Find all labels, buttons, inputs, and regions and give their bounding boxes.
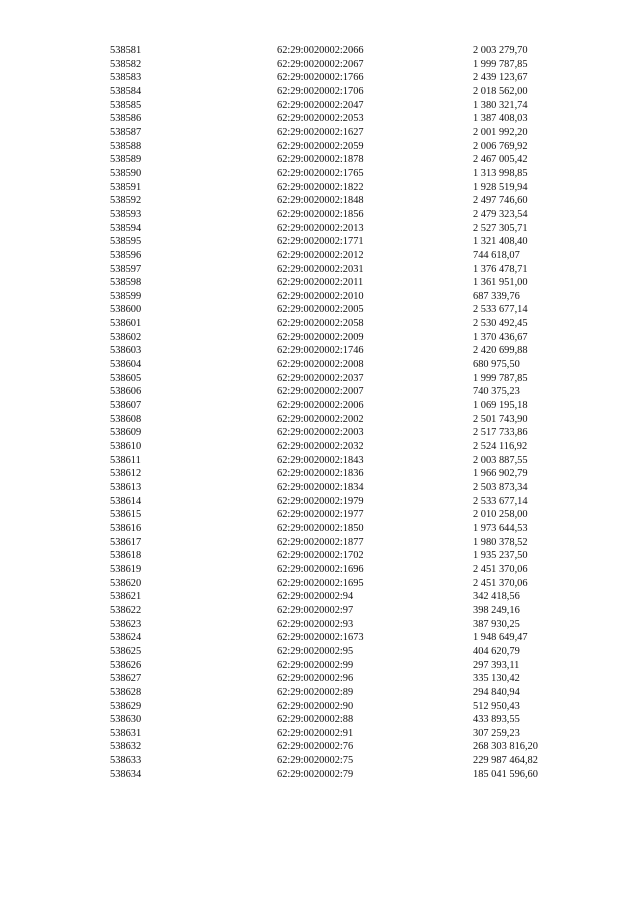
cadastral-number: 62:29:0020002:2008 — [277, 359, 364, 371]
cadastral-number: 62:29:0020002:2009 — [277, 331, 364, 343]
cadastral-value: 1 313 998,85 — [473, 167, 528, 179]
cadastral-value: 2 467 005,42 — [473, 154, 528, 166]
cadastral-number: 62:29:0020002:1696 — [277, 563, 364, 575]
record-number: 538605 — [110, 372, 142, 384]
record-number: 538604 — [110, 359, 142, 371]
table-row — [0, 754, 640, 768]
cadastral-number: 62:29:0020002:75 — [277, 755, 354, 767]
table-row — [0, 659, 640, 673]
record-number: 538612 — [110, 468, 142, 480]
cadastral-number: 62:29:0020002:95 — [277, 645, 354, 657]
record-number: 538582 — [110, 58, 142, 70]
cadastral-number: 62:29:0020002:2013 — [277, 222, 364, 234]
cadastral-value: 2 479 323,54 — [473, 208, 528, 220]
cadastral-number: 62:29:0020002:2066 — [277, 45, 364, 56]
record-number: 538598 — [110, 277, 142, 289]
record-number: 538597 — [110, 263, 142, 275]
record-number: 538617 — [110, 536, 142, 548]
cadastral-value: 185 041 596,60 — [473, 768, 538, 780]
cadastral-value: 268 303 816,20 — [473, 741, 538, 753]
cadastral-number: 62:29:0020002:94 — [277, 591, 354, 603]
record-number: 538587 — [110, 126, 142, 138]
cadastral-value: 1 999 787,85 — [473, 58, 528, 70]
table-row — [0, 290, 640, 304]
cadastral-number: 62:29:0020002:1746 — [277, 345, 364, 357]
cadastral-number: 62:29:0020002:2032 — [277, 441, 364, 453]
record-number: 538631 — [110, 727, 142, 739]
record-number: 538595 — [110, 236, 142, 248]
table-row — [0, 276, 640, 290]
cadastral-number: 62:29:0020002:1822 — [277, 181, 364, 193]
table-row — [0, 495, 640, 509]
table-row — [0, 604, 640, 618]
table-row — [0, 740, 640, 754]
record-number: 538591 — [110, 181, 142, 193]
cadastral-number: 62:29:0020002:2059 — [277, 140, 364, 152]
table-row — [0, 71, 640, 85]
table-row — [0, 181, 640, 195]
table-row — [0, 303, 640, 317]
cadastral-value: 687 339,76 — [473, 290, 520, 302]
cadastral-value: 1 321 408,40 — [473, 236, 528, 248]
cadastral-value: 680 975,50 — [473, 359, 520, 371]
table-row — [0, 727, 640, 741]
table-row — [0, 85, 640, 99]
record-number: 538634 — [110, 768, 142, 780]
table-row — [0, 536, 640, 550]
cadastral-number: 62:29:0020002:2037 — [277, 372, 364, 384]
table-row — [0, 58, 640, 72]
record-number: 538620 — [110, 577, 142, 589]
record-number: 538610 — [110, 441, 142, 453]
cadastral-value: 335 130,42 — [473, 673, 520, 685]
record-number: 538618 — [110, 550, 142, 562]
cadastral-number: 62:29:0020002:93 — [277, 618, 354, 630]
cadastral-value: 2 003 887,55 — [473, 454, 528, 466]
record-number: 538609 — [110, 427, 142, 439]
record-number: 538589 — [110, 154, 142, 166]
cadastral-number: 62:29:0020002:2002 — [277, 413, 364, 425]
cadastral-number: 62:29:0020002:1979 — [277, 495, 364, 507]
table-row — [0, 222, 640, 236]
table-row — [0, 372, 640, 386]
record-number: 538630 — [110, 714, 142, 726]
cadastral-value: 1 999 787,85 — [473, 372, 528, 384]
record-number: 538632 — [110, 741, 142, 753]
record-number: 538625 — [110, 645, 142, 657]
table-row — [0, 768, 640, 782]
record-number: 538606 — [110, 386, 142, 398]
record-number: 538621 — [110, 591, 142, 603]
table-row — [0, 167, 640, 181]
cadastral-number: 62:29:0020002:2031 — [277, 263, 364, 275]
cadastral-value: 2 001 992,20 — [473, 126, 528, 138]
table-row — [0, 440, 640, 454]
cadastral-number: 62:29:0020002:90 — [277, 700, 354, 712]
record-number: 538608 — [110, 413, 142, 425]
cadastral-number: 62:29:0020002:1706 — [277, 85, 364, 97]
table-row — [0, 399, 640, 413]
cadastral-value: 387 930,25 — [473, 618, 520, 630]
table-row — [0, 44, 640, 58]
table-row — [0, 686, 640, 700]
table-row — [0, 467, 640, 481]
cadastral-number: 62:29:0020002:1848 — [277, 195, 364, 207]
cadastral-number: 62:29:0020002:1702 — [277, 550, 364, 562]
table-row — [0, 317, 640, 331]
record-number: 538600 — [110, 304, 142, 316]
cadastral-number: 62:29:0020002:2011 — [277, 277, 364, 289]
cadastral-value: 740 375,23 — [473, 386, 520, 398]
record-number: 538593 — [110, 208, 142, 220]
cadastral-value: 2 527 305,71 — [473, 222, 528, 234]
cadastral-value: 297 393,11 — [473, 659, 520, 671]
table-row — [0, 549, 640, 563]
cadastral-number: 62:29:0020002:1627 — [277, 126, 364, 138]
table-row — [0, 618, 640, 632]
table-row — [0, 522, 640, 536]
cadastral-number: 62:29:0020002:2053 — [277, 113, 364, 125]
cadastral-number: 62:29:0020002:99 — [277, 659, 354, 671]
record-number: 538603 — [110, 345, 142, 357]
record-number: 538607 — [110, 400, 142, 412]
cadastral-value: 1 376 478,71 — [473, 263, 528, 275]
cadastral-number: 62:29:0020002:1765 — [277, 167, 364, 179]
table-row — [0, 153, 640, 167]
table-row — [0, 577, 640, 591]
record-number: 538611 — [110, 454, 141, 466]
cadastral-value: 2 451 370,06 — [473, 563, 528, 575]
record-number: 538613 — [110, 482, 142, 493]
cadastral-number: 62:29:0020002:1771 — [277, 236, 364, 248]
cadastral-value: 2 006 769,92 — [473, 140, 528, 152]
cadastral-number: 62:29:0020002:2003 — [277, 427, 364, 439]
cadastral-value: 512 950,43 — [473, 700, 520, 712]
cadastral-number: 62:29:0020002:89 — [277, 686, 354, 698]
table-row — [0, 358, 640, 372]
cadastral-value: 1 370 436,67 — [473, 331, 528, 343]
table-row — [0, 700, 640, 714]
record-number: 538628 — [110, 686, 142, 698]
record-number: 538584 — [110, 85, 142, 97]
record-number: 538592 — [110, 195, 142, 207]
cadastral-number: 62:29:0020002:1856 — [277, 208, 364, 220]
record-number: 538614 — [110, 495, 142, 507]
record-number: 538583 — [110, 72, 142, 84]
record-number: 538623 — [110, 618, 142, 630]
cadastral-number: 62:29:0020002:2010 — [277, 290, 364, 302]
table-row — [0, 426, 640, 440]
record-number: 538626 — [110, 659, 142, 671]
cadastral-value: 294 840,94 — [473, 686, 520, 698]
cadastral-value: 404 620,79 — [473, 645, 520, 657]
cadastral-number: 62:29:0020002:96 — [277, 673, 354, 685]
table-row — [0, 413, 640, 427]
cadastral-value: 1 935 237,50 — [473, 550, 528, 562]
table-row — [0, 99, 640, 113]
cadastral-number: 62:29:0020002:1877 — [277, 536, 364, 548]
cadastral-value: 2 018 562,00 — [473, 85, 528, 97]
record-number: 538616 — [110, 522, 142, 534]
cadastral-value: 1 361 951,00 — [473, 277, 528, 289]
cadastral-number: 62:29:0020002:2007 — [277, 386, 364, 398]
cadastral-value: 1 948 649,47 — [473, 632, 528, 644]
table-row — [0, 645, 640, 659]
cadastral-value: 1 973 644,53 — [473, 522, 528, 534]
table-row — [0, 672, 640, 686]
cadastral-number: 62:29:0020002:1878 — [277, 154, 364, 166]
cadastral-number: 62:29:0020002:2058 — [277, 318, 364, 330]
cadastral-value: 2 003 279,70 — [473, 45, 528, 56]
table-row — [0, 385, 640, 399]
cadastral-value: 2 010 258,00 — [473, 509, 528, 521]
cadastral-value: 2 451 370,06 — [473, 577, 528, 589]
table-row — [0, 331, 640, 345]
record-number: 538599 — [110, 290, 142, 302]
cadastral-value: 1 387 408,03 — [473, 113, 528, 125]
cadastral-value-table — [0, 44, 640, 781]
cadastral-value: 342 418,56 — [473, 591, 520, 603]
record-number: 538585 — [110, 99, 142, 111]
cadastral-value: 2 533 677,14 — [473, 495, 528, 507]
cadastral-value: 307 259,23 — [473, 727, 520, 739]
cadastral-number: 62:29:0020002:2012 — [277, 249, 364, 261]
cadastral-number: 62:29:0020002:88 — [277, 714, 354, 726]
record-number: 538624 — [110, 632, 142, 644]
cadastral-value: 1 380 321,74 — [473, 99, 528, 111]
cadastral-number: 62:29:0020002:2067 — [277, 58, 364, 70]
cadastral-number: 62:29:0020002:2005 — [277, 304, 364, 316]
table-row — [0, 126, 640, 140]
cadastral-value: 744 618,07 — [473, 249, 520, 261]
cadastral-number: 62:29:0020002:1695 — [277, 577, 364, 589]
table-row — [0, 481, 640, 495]
cadastral-number: 62:29:0020002:1850 — [277, 522, 364, 534]
cadastral-value: 2 530 492,45 — [473, 318, 528, 330]
cadastral-value: 1 928 519,94 — [473, 181, 528, 193]
cadastral-value: 2 497 746,60 — [473, 195, 528, 207]
cadastral-value: 1 980 378,52 — [473, 536, 528, 548]
cadastral-value: 1 069 195,18 — [473, 400, 528, 412]
table-row — [0, 713, 640, 727]
cadastral-value: 2 420 699,88 — [473, 345, 528, 357]
cadastral-value: 2 533 677,14 — [473, 304, 528, 316]
cadastral-number: 62:29:0020002:79 — [277, 768, 354, 780]
record-number: 538619 — [110, 563, 142, 575]
record-number: 538581 — [110, 45, 142, 56]
cadastral-number: 62:29:0020002:91 — [277, 727, 354, 739]
table-row — [0, 112, 640, 126]
table-row — [0, 194, 640, 208]
table-row — [0, 249, 640, 263]
table-row — [0, 140, 640, 154]
table-row — [0, 590, 640, 604]
record-number: 538588 — [110, 140, 142, 152]
cadastral-number: 62:29:0020002:1766 — [277, 72, 364, 84]
record-number: 538633 — [110, 755, 142, 767]
cadastral-value: 1 966 902,79 — [473, 468, 528, 480]
record-number: 538586 — [110, 113, 142, 125]
cadastral-number: 62:29:0020002:97 — [277, 604, 354, 616]
cadastral-number: 62:29:0020002:1834 — [277, 482, 364, 493]
record-number: 538622 — [110, 604, 142, 616]
cadastral-value: 2 503 873,34 — [473, 482, 528, 493]
table-row — [0, 235, 640, 249]
record-number: 538627 — [110, 673, 142, 685]
record-number: 538601 — [110, 318, 142, 330]
cadastral-number: 62:29:0020002:1673 — [277, 632, 364, 644]
table-row — [0, 631, 640, 645]
record-number: 538596 — [110, 249, 142, 261]
cadastral-number: 62:29:0020002:2047 — [277, 99, 364, 111]
table-row — [0, 508, 640, 522]
cadastral-number: 62:29:0020002:1977 — [277, 509, 364, 521]
record-number: 538629 — [110, 700, 142, 712]
table-row — [0, 563, 640, 577]
record-number: 538594 — [110, 222, 142, 234]
cadastral-value: 2 501 743,90 — [473, 413, 528, 425]
record-number: 538590 — [110, 167, 142, 179]
cadastral-number: 62:29:0020002:1843 — [277, 454, 364, 466]
cadastral-value: 229 987 464,82 — [473, 755, 538, 767]
cadastral-number: 62:29:0020002:2006 — [277, 400, 364, 412]
table-row — [0, 208, 640, 222]
cadastral-value: 433 893,55 — [473, 714, 520, 726]
table-row — [0, 454, 640, 468]
table-row — [0, 344, 640, 358]
cadastral-value: 2 524 116,92 — [473, 441, 528, 453]
table-row — [0, 263, 640, 277]
record-number: 538615 — [110, 509, 142, 521]
record-number: 538602 — [110, 331, 142, 343]
cadastral-value: 2 439 123,67 — [473, 72, 528, 84]
cadastral-number: 62:29:0020002:1836 — [277, 468, 364, 480]
cadastral-value: 2 517 733,86 — [473, 427, 528, 439]
cadastral-value: 398 249,16 — [473, 604, 520, 616]
cadastral-number: 62:29:0020002:76 — [277, 741, 354, 753]
